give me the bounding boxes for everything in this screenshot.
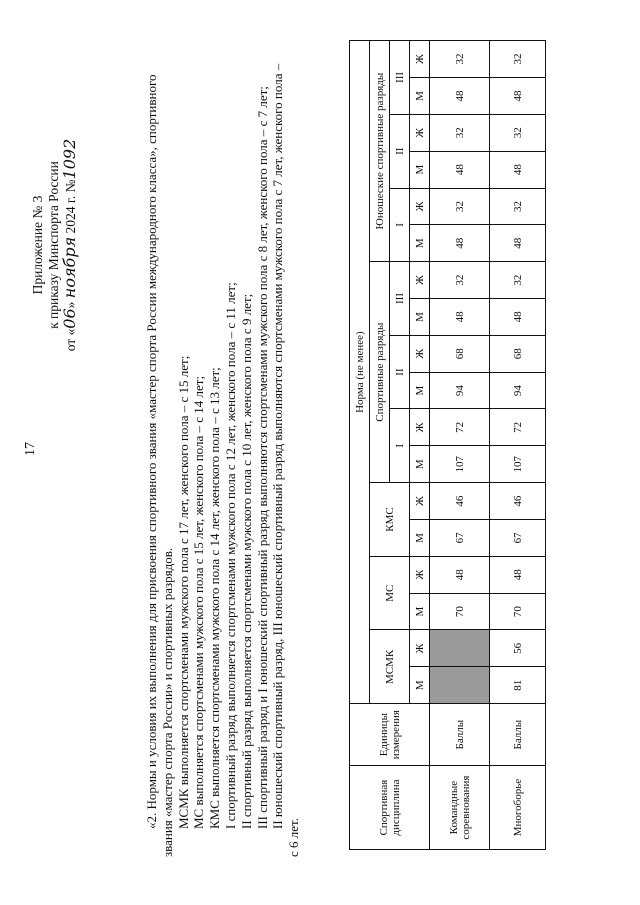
- header-ms: МС: [370, 556, 410, 630]
- gender-m: М: [410, 593, 430, 630]
- value-cell: 94: [490, 372, 546, 409]
- appendix-order: к приказу Минспорта России: [46, 161, 61, 329]
- body-text: [144, 57, 302, 857]
- gender-m: М: [410, 151, 430, 188]
- paragraph: МС выполняется спортсменами мужского пола с 15 лет, женского пола – с 14 лет;: [191, 375, 207, 829]
- header-norm: Норма (не менее): [350, 41, 370, 704]
- gender-f: Ж: [410, 409, 430, 446]
- gender-f: Ж: [410, 262, 430, 299]
- gender-m: М: [410, 667, 430, 704]
- header-rank-1: I: [390, 409, 410, 483]
- value-cell: 68: [430, 335, 490, 372]
- gender-f: Ж: [410, 630, 430, 667]
- value-cell: 48: [490, 225, 546, 262]
- value-cell: 32: [430, 262, 490, 299]
- value-cell: 67: [430, 520, 490, 557]
- discipline-cell: Многоборье: [490, 766, 546, 850]
- table-row: [430, 41, 490, 850]
- value-cell: 32: [490, 41, 546, 78]
- value-cell: 107: [430, 446, 490, 483]
- value-cell: 70: [430, 593, 490, 630]
- header-kms: КМС: [370, 483, 410, 557]
- discipline-cell: Командные соревнования: [430, 766, 490, 850]
- gender-m: М: [410, 372, 430, 409]
- gender-m: М: [410, 446, 430, 483]
- value-cell: 68: [490, 335, 546, 372]
- header-youth-rank-2: II: [390, 114, 410, 188]
- value-cell: 32: [490, 114, 546, 151]
- paragraph: КМС выполняется спортсменами мужского пола с 14 лет, женского пола – с 13 лет;: [207, 367, 223, 829]
- value-cell: 48: [430, 299, 490, 336]
- appendix-header: [30, 80, 79, 410]
- header-youth-rank-1: I: [390, 188, 410, 262]
- value-cell: 72: [490, 409, 546, 446]
- header-rank-2: II: [390, 335, 410, 409]
- value-cell: 32: [430, 188, 490, 225]
- value-cell: 48: [430, 78, 490, 115]
- value-cell: 81: [490, 667, 546, 704]
- value-cell: [430, 667, 490, 704]
- header-rank-3: III: [390, 262, 410, 336]
- value-cell: 72: [430, 409, 490, 446]
- paragraph: МСМК выполняется спортсменами мужского пола с 17 лет, женского пола – с 15 лет;: [175, 355, 191, 829]
- header-unit: Единицы измерения: [350, 704, 430, 766]
- gender-m: М: [410, 225, 430, 262]
- paragraph: II юношеский спортивный разряд, III юношеский спортивный разряд выполняются спортсменами мужского пола с 7 лет, женского пола – с 6 лет.: [270, 63, 302, 857]
- gender-f: Ж: [410, 114, 430, 151]
- handwritten-month: ноября: [60, 236, 79, 299]
- value-cell: 67: [490, 520, 546, 557]
- value-cell: 48: [490, 299, 546, 336]
- value-cell: 32: [490, 262, 546, 299]
- value-cell: 56: [490, 630, 546, 667]
- value-cell: 46: [430, 483, 490, 520]
- header-youth-ranks: Юношеские спортивные разряды: [370, 41, 390, 262]
- gender-m: М: [410, 78, 430, 115]
- value-cell: 48: [430, 225, 490, 262]
- unit-cell: Баллы: [430, 704, 490, 766]
- gender-f: Ж: [410, 188, 430, 225]
- paragraph: III спортивный разряд и I юношеский спортивный разряд выполняются спортсменами мужского пола с 8 лет, женского пола – с 7 лет;: [254, 86, 270, 829]
- unit-cell: Баллы: [490, 704, 546, 766]
- header-youth-rank-3: III: [390, 41, 410, 115]
- header-row: [350, 41, 370, 850]
- value-cell: 48: [490, 78, 546, 115]
- gender-f: Ж: [410, 41, 430, 78]
- value-cell: 46: [490, 483, 546, 520]
- gender-f: Ж: [410, 556, 430, 593]
- value-cell: 48: [430, 151, 490, 188]
- paragraph: «2. Нормы и условия их выполнения для присвоения спортивного звания «мастер спорта России международного класса», спортивного звания «мастер спорта России» и спортивных разрядов.: [144, 74, 175, 857]
- table-row: [490, 41, 546, 850]
- value-cell: 32: [490, 188, 546, 225]
- gender-f: Ж: [410, 483, 430, 520]
- paragraph: II спортивный разряд выполняется спортсменами мужского пола с 10 лет, женского пола с 9 лет;: [238, 293, 254, 829]
- value-cell: 32: [430, 41, 490, 78]
- header-msmk: МСМК: [370, 630, 410, 704]
- value-cell: 107: [490, 446, 546, 483]
- value-cell: 48: [490, 151, 546, 188]
- header-sport-ranks: Спортивные разряды: [370, 262, 390, 483]
- handwritten-day: 06: [60, 308, 79, 329]
- appendix-title: Приложение № 3: [30, 195, 45, 295]
- paragraph: I спортивный разряд выполняется спортсменами мужского пола с 12 лет, женского пола – с 11 лет;: [222, 282, 238, 829]
- value-cell: 94: [430, 372, 490, 409]
- value-cell: 70: [490, 593, 546, 630]
- value-cell: 32: [430, 114, 490, 151]
- handwritten-number: 1092: [60, 138, 79, 180]
- norms-table: [349, 40, 546, 850]
- value-cell: [430, 630, 490, 667]
- value-cell: 48: [490, 556, 546, 593]
- gender-m: М: [410, 520, 430, 557]
- header-discipline: Спортивная дисциплина: [350, 766, 430, 850]
- value-cell: 48: [430, 556, 490, 593]
- gender-f: Ж: [410, 335, 430, 372]
- page-number: 17: [23, 442, 38, 456]
- gender-m: М: [410, 299, 430, 336]
- appendix-date-line: от «06» ноября 2024 г. №1092: [60, 138, 79, 352]
